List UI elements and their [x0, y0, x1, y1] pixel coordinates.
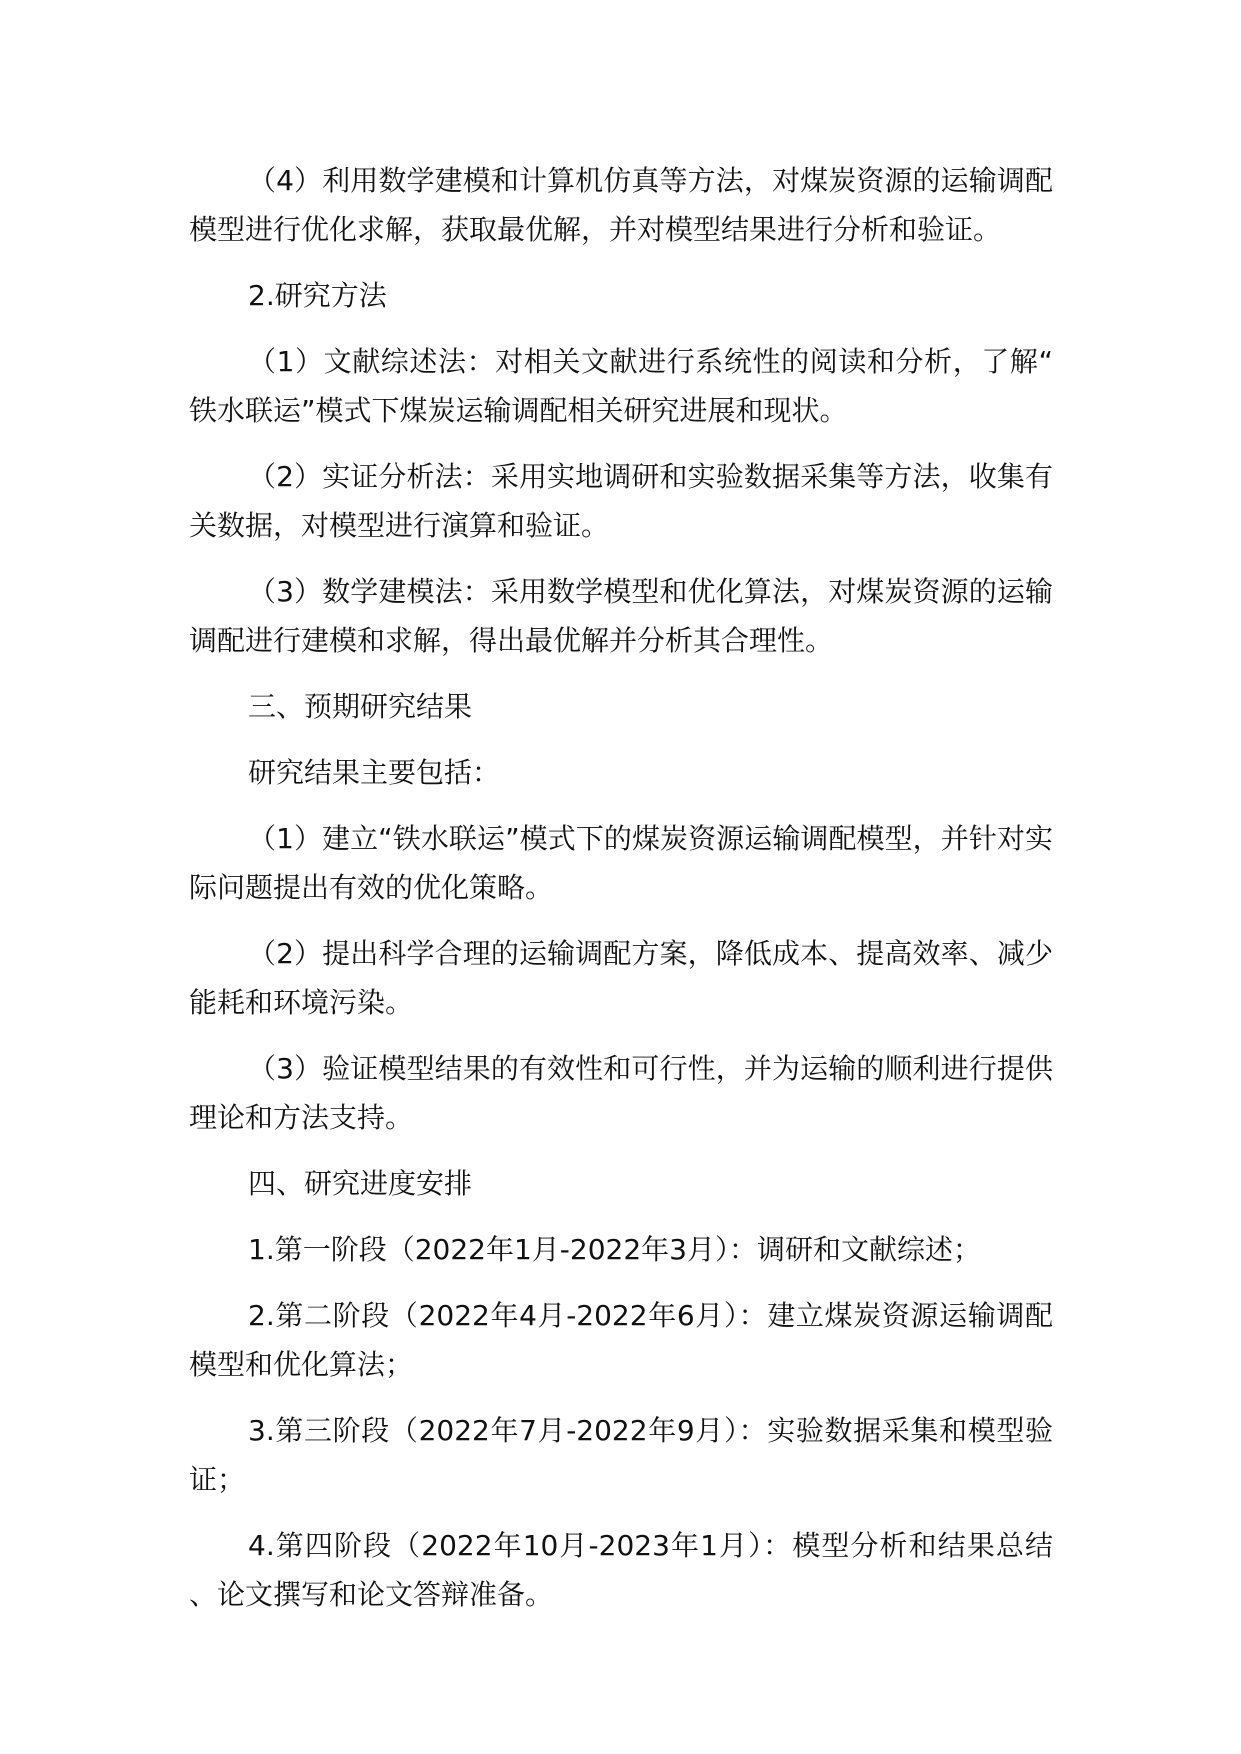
- paragraph-stage-3: 3.第三阶段（2022年7月-2022年9月）：实验数据采集和模型验证；: [189, 1414, 1053, 1496]
- document-body: [189, 156, 1053, 1636]
- paragraph-result-2: （2）提出科学合理的运输调配方案，降低成本、提高效率、减少能耗和环境污染。: [189, 937, 1053, 1019]
- heading-schedule: 四、研究进度安排: [248, 1167, 473, 1200]
- paragraph-result-1: （1）建立“铁水联运”模式下的煤炭资源运输调配模型，并针对实际问题提出有效的优化策略。: [189, 822, 1053, 904]
- paragraph-stage-2: 2.第二阶段（2022年4月-2022年6月）：建立煤炭资源运输调配模型和优化算法；: [189, 1299, 1053, 1381]
- heading-research-methods: 2.研究方法: [248, 279, 387, 312]
- paragraph-stage-4: 4.第四阶段（2022年10月-2023年1月）：模型分析和结果总结、论文撰写和论文答辩准备。: [189, 1529, 1053, 1611]
- paragraph-result-3: （3）验证模型结果的有效性和可行性，并为运输的顺利进行提供理论和方法支持。: [189, 1052, 1053, 1134]
- paragraph-stage-1: 1.第一阶段（2022年1月-2022年3月）：调研和文献综述；: [248, 1233, 981, 1266]
- paragraph-results-intro: 研究结果主要包括：: [248, 756, 501, 789]
- paragraph-method-math-modeling: （3）数学建模法：采用数学模型和优化算法，对煤炭资源的运输调配进行建模和求解，得出最优解并分析其合理性。: [189, 575, 1053, 657]
- heading-expected-results: 三、预期研究结果: [248, 690, 473, 723]
- paragraph-method-empirical-analysis: （2）实证分析法：采用实地调研和实验数据采集等方法，收集有关数据，对模型进行演算和验证。: [189, 460, 1053, 542]
- paragraph-method-literature-review: （1）文献综述法：对相关文献进行系统性的阅读和分析，了解“铁水联运”模式下煤炭运输调配相关研究进展和现状。: [189, 345, 1053, 427]
- paragraph-objective-4: （4）利用数学建模和计算机仿真等方法，对煤炭资源的运输调配模型进行优化求解，获取最优解，并对模型结果进行分析和验证。: [189, 164, 1053, 246]
